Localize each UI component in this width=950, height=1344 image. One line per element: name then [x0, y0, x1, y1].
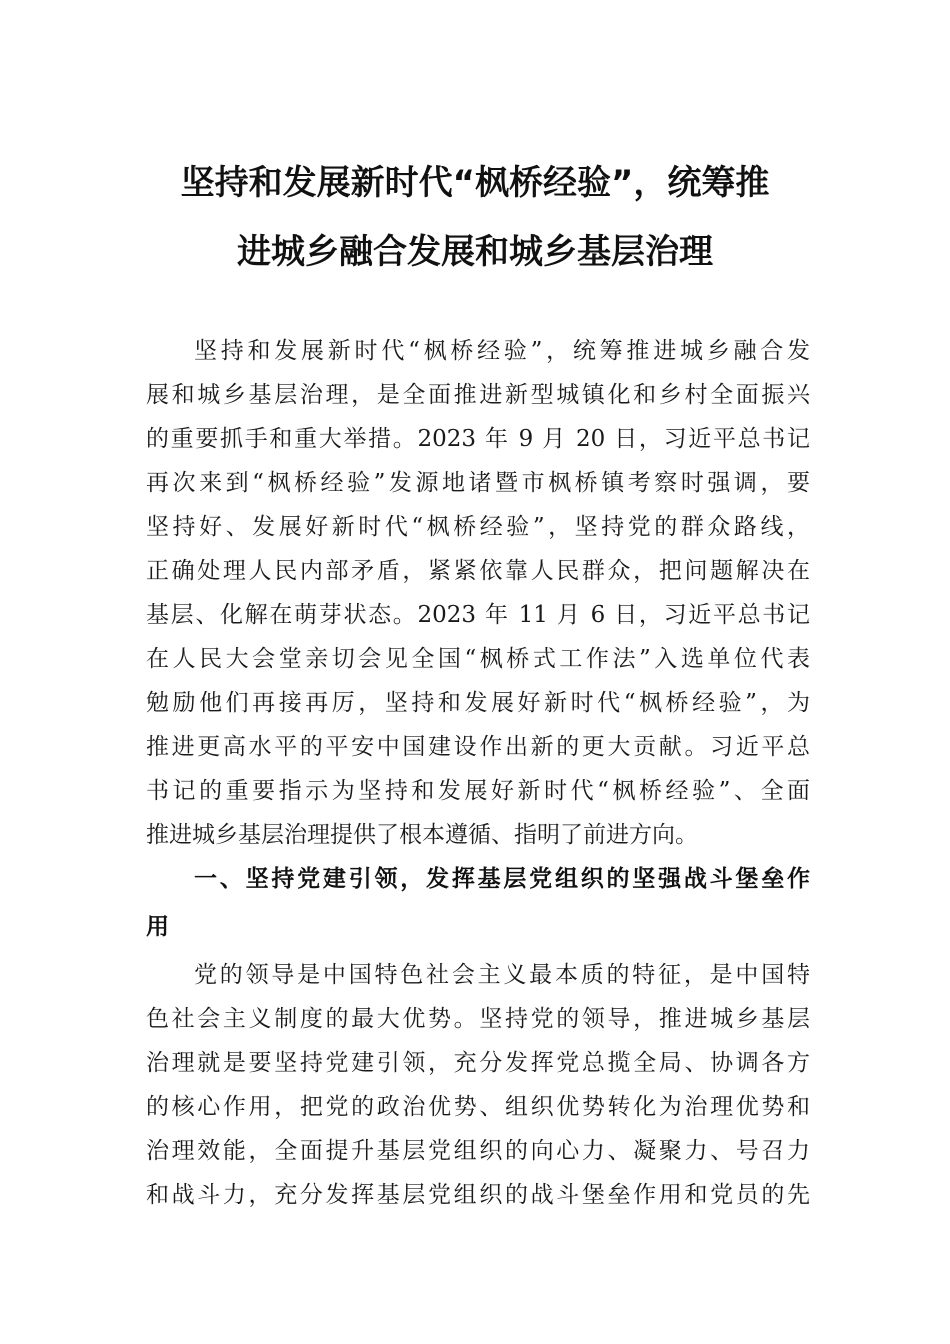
- paragraph-line: 在人民大会堂亲切会见全国“枫桥式工作法”入选单位代表: [146, 646, 810, 672]
- paragraph-line: 书记的重要指示为坚持和发展好新时代“枫桥经验”、全面: [146, 778, 810, 804]
- paragraph-line: 的核心作用，把党的政治优势、组织优势转化为治理优势和: [146, 1094, 810, 1120]
- paragraph-line: 和战斗力，充分发挥基层党组织的战斗堡垒作用和党员的先: [146, 1182, 810, 1208]
- paragraph-line: 展和城乡基层治理，是全面推进新型城镇化和乡村全面振兴: [146, 382, 810, 408]
- paragraph-line: 勉励他们再接再厉，坚持和发展好新时代“枫桥经验”，为: [146, 690, 810, 716]
- paragraph-line: 党的领导是中国特色社会主义最本质的特征，是中国特: [194, 962, 810, 988]
- section-heading-line: 用: [146, 914, 169, 940]
- section-heading-line: 一、坚持党建引领，发挥基层党组织的坚强战斗堡垒作: [194, 866, 810, 892]
- paragraph-line: 推进更高水平的平安中国建设作出新的更大贡献。习近平总: [146, 734, 810, 760]
- paragraph-line: 的重要抓手和重大举措。2023 年 9 月 20 日，习近平总书记: [146, 426, 810, 452]
- document-title-line-2: 进城乡融合发展和城乡基层治理: [237, 232, 713, 272]
- paragraph-line: 推进城乡基层治理提供了根本遵循、指明了前进方向。: [146, 822, 698, 848]
- paragraph-line: 正确处理人民内部矛盾，紧紧依靠人民群众，把问题解决在: [146, 558, 810, 584]
- paragraph-line: 坚持好、发展好新时代“枫桥经验”，坚持党的群众路线，: [146, 514, 810, 540]
- paragraph-line: 色社会主义制度的最大优势。坚持党的领导，推进城乡基层: [146, 1006, 810, 1032]
- paragraph-line: 治理效能，全面提升基层党组织的向心力、凝聚力、号召力: [146, 1138, 810, 1164]
- document-title-line-1: 坚持和发展新时代“枫桥经验”，统筹推: [180, 163, 770, 203]
- paragraph-line: 坚持和发展新时代“枫桥经验”，统筹推进城乡融合发: [194, 338, 810, 364]
- paragraph-line: 治理就是要坚持党建引领，充分发挥党总揽全局、协调各方: [146, 1050, 810, 1076]
- paragraph-line: 基层、化解在萌芽状态。2023 年 11 月 6 日，习近平总书记: [146, 602, 810, 628]
- paragraph-line: 再次来到“枫桥经验”发源地诸暨市枫桥镇考察时强调，要: [146, 470, 810, 496]
